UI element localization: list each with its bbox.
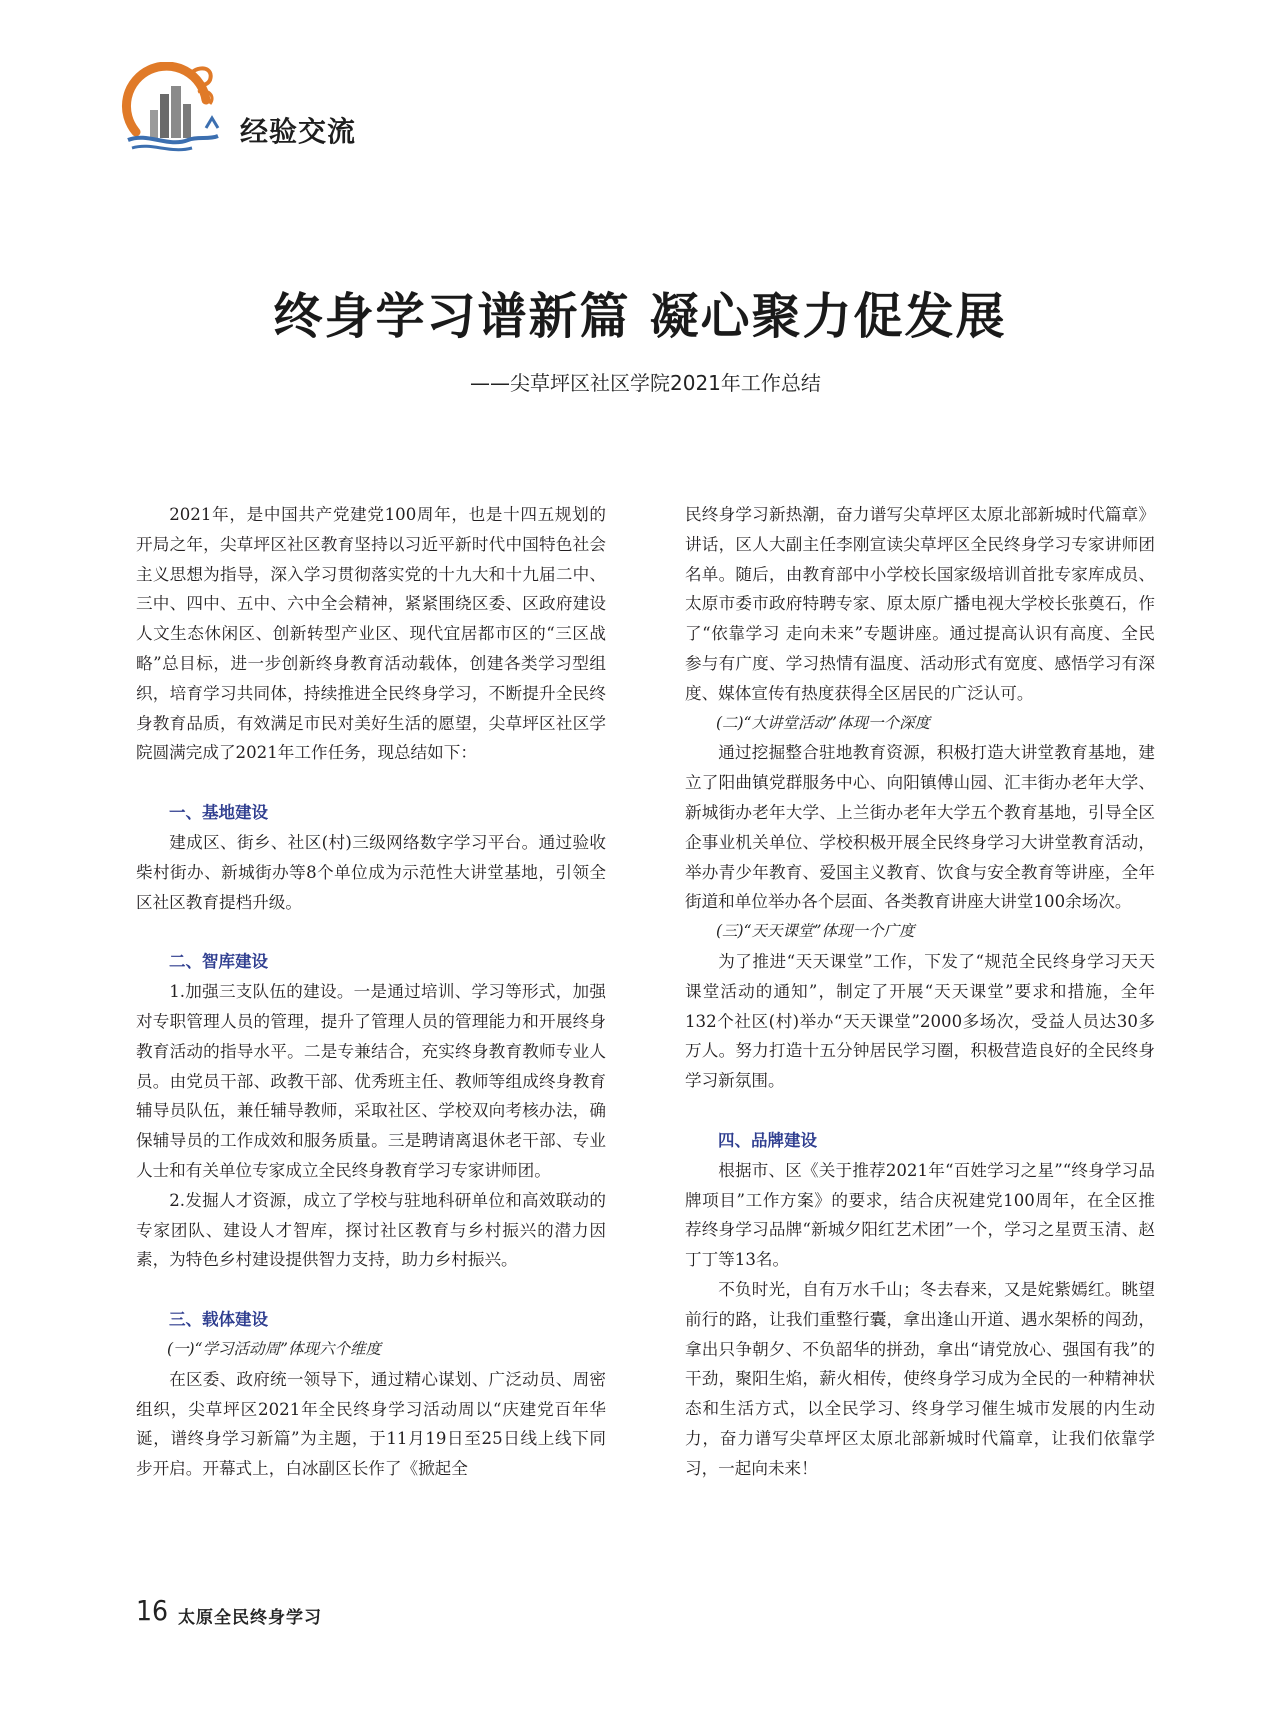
closing-paragraph: 不负时光，自有万水千山；冬去春来，又是姹紫嫣红。眺望前行的路，让我们重整行囊，拿出逢山开道、遇水架桥的闯劲，拿出只争朝夕、不负韶华的拼劲，拿出“请党放心、强国有我”的干劲，聚阳生焰，薪火相传，使终身学习成为全民的一种精神状态和生活方式，以全民学习、终身学习催生城市发展的内生动力，奋力谱写尖草坪区太原北部新城时代篇章，让我们依靠学习，一起向未来！ bbox=[685, 1279, 1155, 1478]
brand-paragraph: 根据市、区《关于推荐2021年“百姓学习之星”“终身学习品牌项目”工作方案》的要求，结合庆祝建党100周年，在全区推荐终身学习品牌“新城夕阳红艺术团”一个，学习之星贾玉清、赵丁丁等13名。 bbox=[685, 1160, 1155, 1270]
page-header bbox=[118, 62, 538, 162]
article-subtitle: ——尖草坪区社区学院2021年工作总结 bbox=[470, 371, 821, 395]
base-paragraph: 建成区、街乡、社区(村)三级网络数字学习平台。通过验收柴村街办、新城街办等8个单位成为示范性大讲堂基地，引领全区社区教育提档升级。 bbox=[136, 832, 606, 912]
subheading-lecture-hall: (二)“大讲堂活动”体现一个深度 bbox=[716, 713, 930, 732]
learning-week-paragraph-start: 在区委、政府统一领导下，通过精心谋划、广泛动员、周密组织，尖草坪区2021年全民终身学习活动周以“庆建党百年华诞，谱终身学习新篇”为主题，于11月19日至25日线上线下同步开启。开幕式上，白冰副区长作了《掀起全 bbox=[136, 1369, 606, 1479]
section-label: 经验交流 bbox=[240, 115, 357, 148]
learning-week-paragraph-continued: 民终身学习新热潮，奋力谱写尖草坪区太原北部新城时代篇章》讲话，区人大副主任李刚宣读尖草坪区全民终身学习专家讲师团名单。随后，由教育部中小学校长国家级培训首批专家库成员、太原市委市政府特聘专家、原太原广播电视大学校长张奠石，作了“依靠学习 走向未来”专题讲座。通过提高认识有高度、全民参与有广度、学习热情有温度、活动形式有宽度、感悟学习有深度、媒体宣传有热度获得全区居民的广泛认可。 bbox=[685, 505, 1155, 703]
article-title: 终身学习谱新篇 凝心聚力促发展 bbox=[273, 288, 1007, 345]
daily-class-paragraph: 为了推进“天天课堂”工作，下发了“规范全民终身学习天天课堂活动的通知”，制定了开展“天天课堂”要求和措施，全年132个社区(村)举办“天天课堂”2000多场次，受益人员达30多万人。努力打造十五分钟居民学习圈，积极营造良好的全民终身学习新氛围。 bbox=[685, 951, 1155, 1091]
section-heading-carrier: 三、载体建设 bbox=[169, 1310, 268, 1330]
section-heading-think-tank: 二、智库建设 bbox=[169, 952, 268, 972]
lifelong-learning-logo bbox=[118, 62, 228, 162]
subheading-learning-week: (一)“学习活动周”体现六个维度 bbox=[167, 1339, 381, 1358]
left-column bbox=[136, 500, 606, 1484]
intro-paragraph: 2021年，是中国共产党建党100周年，也是十四五规划的开局之年，尖草坪区社区教育坚持以习近平新时代中国特色社会主义思想为指导，深入学习贯彻落实党的十九大和十九届二中、三中、四中、五中、六中全会精神，紧紧围绕区委、区政府建设人文生态休闲区、创新转型产业区、现代宜居都市区的“三区战略”总目标，进一步创新终身教育活动载体，创建各类学习型组织，培育学习共同体，持续推进全民终身学习，不断提升全民终身教育品质，有效满足市民对美好生活的愿望，尖草坪区社区学院圆满完成了2021年工作任务，现总结如下： bbox=[136, 505, 606, 763]
think-tank-paragraph-2: 2.发掘人才资源，成立了学校与驻地科研单位和高效联动的专家团队、建设人才智库，探讨社区教育与乡村振兴的潜力因素，为特色乡村建设提供智力支持，助力乡村振兴。 bbox=[136, 1190, 606, 1270]
think-tank-paragraph-1: 1.加强三支队伍的建设。一是通过培训、学习等形式，加强对专职管理人员的管理，提升了管理人员的管理能力和开展终身教育活动的指导水平。二是专兼结合，充实终身教育教师专业人员。由党员干部、政教干部、优秀班主任、教师等组成终身教育辅导员队伍，兼任辅导教师，采取社区、学校双向考核办法，确保辅导员的工作成效和服务质量。三是聘请离退休老干部、专业人士和有关单位专家成立全民终身教育学习专家讲师团。 bbox=[136, 982, 606, 1180]
section-heading-brand: 四、品牌建设 bbox=[718, 1130, 817, 1150]
right-column bbox=[685, 500, 1155, 1484]
subheading-daily-class: (三)“天天课堂”体现一个广度 bbox=[716, 922, 915, 941]
lecture-hall-paragraph: 通过挖掘整合驻地教育资源，积极打造大讲堂教育基地，建立了阳曲镇党群服务中心、向阳镇傅山园、汇丰街办老年大学、新城街办老年大学、上兰街办老年大学五个教育基地，引导全区企事业机关单位、学校积极开展全民终身学习大讲堂教育活动，举办青少年教育、爱国主义教育、饮食与安全教育等讲座，全年街道和单位举办各个层面、各类教育讲座大讲堂100余场次。 bbox=[685, 743, 1155, 912]
journal-name: 太原全民终身学习 bbox=[178, 1608, 322, 1628]
page-number: 16 bbox=[136, 1594, 169, 1627]
section-heading-base: 一、基地建设 bbox=[169, 803, 268, 823]
